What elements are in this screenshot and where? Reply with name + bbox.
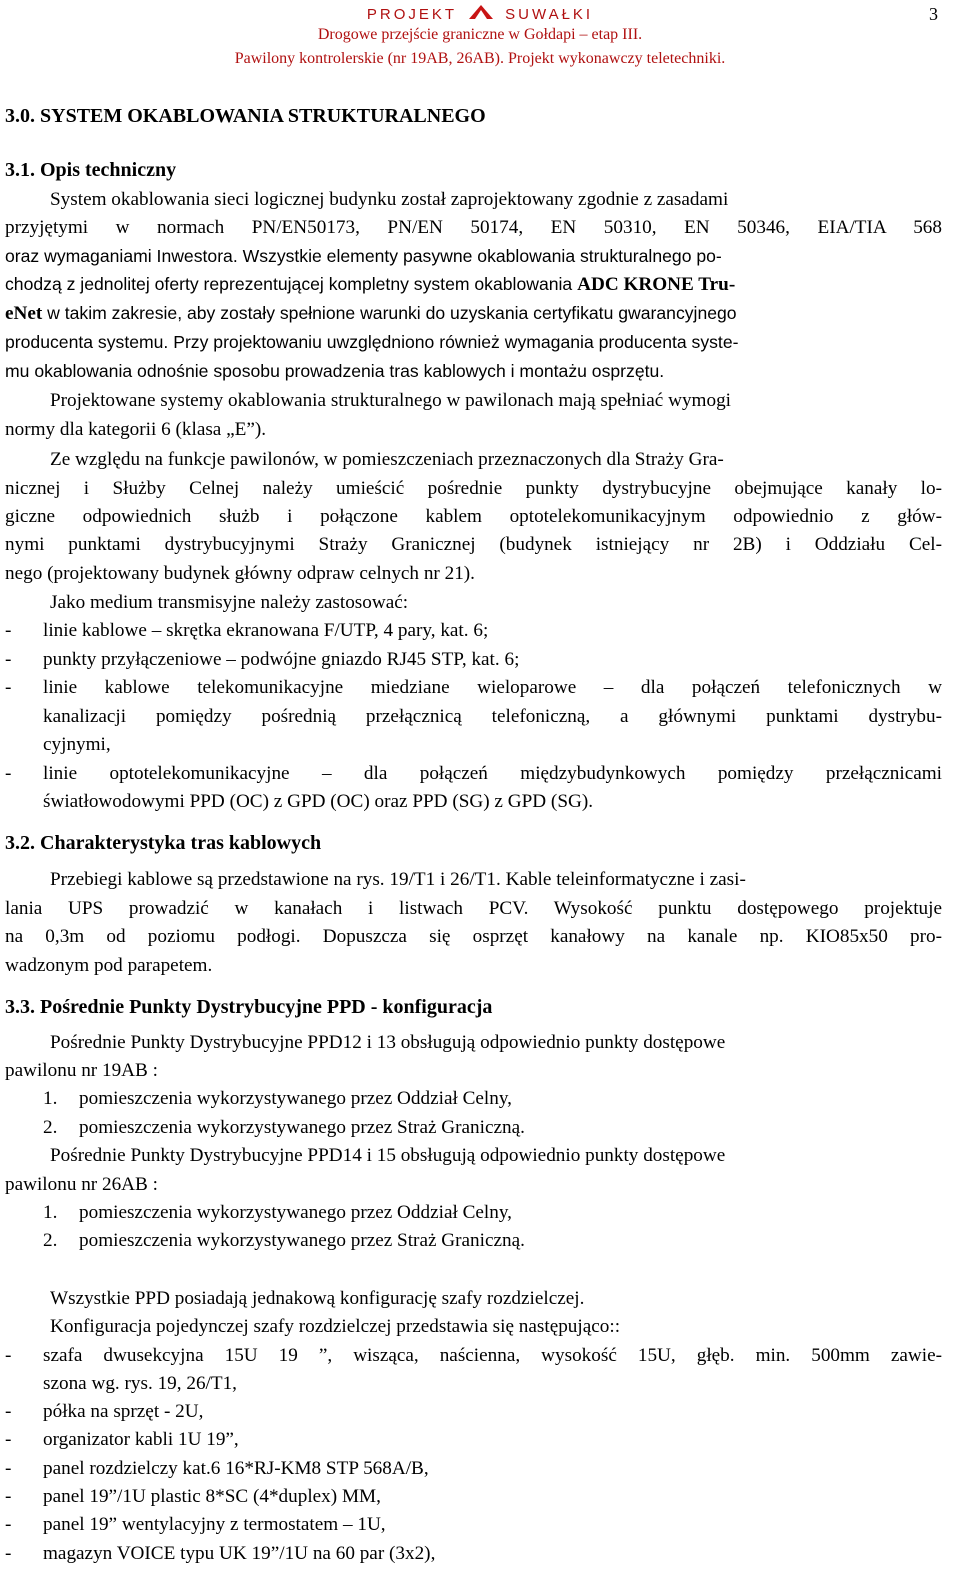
list-number: 1.	[43, 1202, 58, 1223]
s31-line-6	[5, 331, 942, 354]
s33-para-2a: Pośrednie Punkty Dystrybucyjne PPD14 i 15 obsługują odpowiednio punkty dostępowe	[50, 1145, 726, 1166]
s31-line-3	[5, 245, 942, 268]
s33-config-2: półka na sprzęt - 2U,	[43, 1401, 204, 1422]
s33-para-1b: pawilonu nr 19AB :	[5, 1060, 158, 1081]
s31-line-4b: ADC KRONE Tru-	[577, 274, 736, 295]
s33-list-1-item-1: pomieszczenia wykorzystywanego przez Oddział Celny,	[79, 1088, 512, 1109]
s31-line-5a: eNet	[5, 303, 43, 324]
s31-line-15: Jako medium transmisyjne należy zastosować:	[50, 592, 409, 613]
s32-line-4: wadzonym pod parapetem.	[5, 955, 213, 976]
s31-line-3b: Wszystkie elementy pasywne okablowania strukturalnego po-	[237, 246, 722, 266]
logo-triangle-icon	[468, 4, 494, 24]
s32-line-2: lania UPS prowadzić w kanałach i listwach PCV. Wysokość punktu dostępowego projektuje	[5, 898, 942, 919]
s31-line-14: nego (projektowany budynek główny odpraw celnych nr 21).	[5, 563, 475, 584]
s31-line-9: normy dla kategorii 6 (klasa „E”).	[5, 419, 267, 440]
s31-bullet-4b: światłowodowymi PPD (OC) z GPD (OC) oraz PPD (SG) z GPD (SG).	[43, 791, 594, 812]
s33-config-4: panel rozdzielczy kat.6 16*RJ-KM8 STP 568A/B,	[43, 1458, 429, 1479]
s33-para-3: Wszystkie PPD posiadają jednakową konfigurację szafy rozdzielczej.	[50, 1288, 585, 1309]
s31-line-5	[5, 302, 942, 325]
s31-line-12: giczne odpowiednich służb i połączone kablem optotelekomunikacyjnym odpowiednio z głów-	[5, 506, 942, 527]
section-3-1-heading: 3.1. Opis techniczny	[5, 159, 177, 181]
brand-left: PROJEKT	[366, 6, 457, 23]
list-number: 2.	[43, 1230, 58, 1251]
s33-config-3: organizator kabli 1U 19”,	[43, 1429, 239, 1450]
bullet-dash: -	[5, 1429, 12, 1450]
s33-config-7: magazyn VOICE typu UK 19”/1U na 60 par (3x2),	[43, 1543, 436, 1564]
brand-right: SUWAŁKI	[505, 6, 594, 23]
header-line-3: Pawilony kontrolerskie (nr 19AB, 26AB). Projekt wykonawczy teletechniki.	[234, 50, 726, 67]
s31-line-4	[5, 273, 942, 296]
bullet-dash: -	[5, 1458, 12, 1479]
bullet-dash: -	[5, 1345, 12, 1366]
s31-bullet-3b: kanalizacji pomiędzy pośrednią przełącznicą telefoniczną, a głównymi punktami dystrybu-	[43, 706, 942, 727]
s33-config-1a: szafa dwusekcyjna 15U 19 ”, wisząca, naścienna, wysokość 15U, głęb. min. 500mm zawie-	[43, 1345, 942, 1366]
header-line-2: Drogowe przejście graniczne w Gołdapi – etap III.	[317, 26, 643, 43]
bullet-dash: -	[5, 649, 12, 670]
s31-line-11: nicznej i Służby Celnej należy umieścić pośrednie punkty dystrybucyjne obejmujące kanały lo-	[5, 478, 942, 499]
s31-line-7: mu okablowania odnośnie sposobu prowadzenia tras kablowych i montażu osprzętu.	[5, 361, 665, 381]
section-3-0-heading: 3.0. SYSTEM OKABLOWANIA STRUKTURALNEGO	[5, 105, 486, 127]
s33-list-2-item-1: pomieszczenia wykorzystywanego przez Oddział Celny,	[79, 1202, 512, 1223]
s31-bullet-4a: linie optotelekomunikacyjne – dla połączeń międzybudynkowych pomiędzy przełącznicami	[43, 763, 942, 784]
s31-line-5b: w takim zakresie, aby zostały spełnione warunki do uzyskania certyfikatu gwarancyjnego	[42, 303, 737, 323]
bullet-dash: -	[5, 620, 12, 641]
section-3-3-heading: 3.3. Pośrednie Punkty Dystrybucyjne PPD - konfiguracja	[5, 996, 493, 1018]
s33-config-1b: szona wg. rys. 19, 26/T1,	[43, 1373, 237, 1394]
s33-list-1-item-2: pomieszczenia wykorzystywanego przez Straż Graniczną.	[79, 1117, 525, 1138]
s33-list-2-item-2: pomieszczenia wykorzystywanego przez Straż Graniczną.	[79, 1230, 525, 1251]
s31-line-1: System okablowania sieci logicznej budynku został zaprojektowany zgodnie z zasadami	[50, 189, 729, 210]
bullet-dash: -	[5, 1543, 12, 1564]
bullet-dash: -	[5, 763, 12, 784]
s31-line-2: przyjętymi w normach PN/EN50173, PN/EN 50174, EN 50310, EN 50346, EIA/TIA 568	[5, 217, 942, 238]
s33-para-2b: pawilonu nr 26AB :	[5, 1174, 158, 1195]
s31-bullet-3a: linie kablowe telekomunikacyjne miedziane wieloparowe – dla połączeń telefonicznych w	[43, 677, 942, 698]
bullet-dash: -	[5, 677, 12, 698]
s32-line-3: na 0,3m od poziomu podłogi. Dopuszcza się osprzęt kanałowy na kanale np. KIO85x50 pro-	[5, 926, 942, 947]
s31-line-8: Projektowane systemy okablowania strukturalnego w pawilonach mają spełniać wymogi	[50, 390, 731, 411]
s33-config-6: panel 19” wentylacyjny z termostatem – 1U,	[43, 1514, 386, 1535]
page-number: 3	[929, 4, 938, 24]
list-number: 2.	[43, 1117, 58, 1138]
s31-line-13: nymi punktami dystrybucyjnymi Straży Granicznej (budynek istniejący nr 2B) i Oddziału Cel-	[5, 534, 942, 555]
header-brand	[0, 4, 960, 24]
s31-line-4a: chodzą z jednolitej oferty reprezentującej kompletny system okablowania	[5, 274, 578, 294]
s32-line-1: Przebiegi kablowe są przedstawione na rys. 19/T1 i 26/T1. Kable teleinformatyczne i zasi-	[50, 869, 746, 890]
list-number: 1.	[43, 1088, 58, 1109]
s31-bullet-1: linie kablowe – skrętka ekranowana F/UTP, 4 pary, kat. 6;	[43, 620, 489, 641]
s31-bullet-2: punkty przyłączeniowe – podwójne gniazdo RJ45 STP, kat. 6;	[43, 649, 520, 670]
section-3-2-heading: 3.2. Charakterystyka tras kablowych	[5, 832, 322, 854]
s31-line-10: Ze względu na funkcje pawilonów, w pomieszczeniach przeznaczonych dla Straży Gra-	[50, 449, 724, 470]
s31-bullet-3c: cyjnymi,	[43, 734, 111, 755]
s33-config-5: panel 19”/1U plastic 8*SC (4*duplex) MM,	[43, 1486, 381, 1507]
bullet-dash: -	[5, 1486, 12, 1507]
bullet-dash: -	[5, 1401, 12, 1422]
s33-para-4: Konfiguracja pojedynczej szafy rozdzielczej przedstawia się następująco::	[50, 1316, 621, 1337]
s31-line-6a: producenta systemu.	[5, 332, 169, 352]
bullet-dash: -	[5, 1514, 12, 1535]
s31-line-6b: Przy projektowaniu uwzględniono również wymagania producenta syste-	[168, 332, 739, 352]
s31-line-3a: oraz wymaganiami Inwestora.	[5, 246, 238, 266]
s33-para-1a: Pośrednie Punkty Dystrybucyjne PPD12 i 13 obsługują odpowiednio punkty dostępowe	[50, 1032, 726, 1053]
